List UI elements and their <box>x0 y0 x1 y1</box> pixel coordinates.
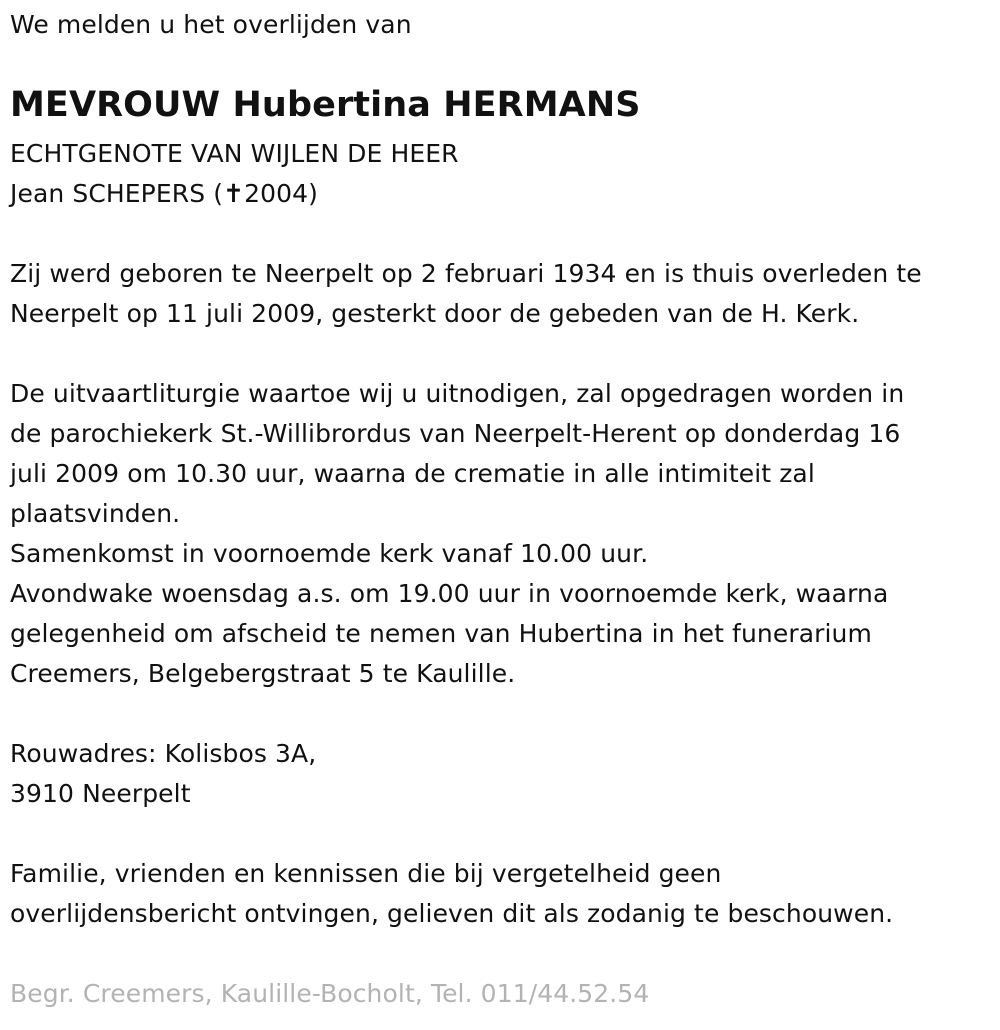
intro-text: We melden u het overlijden van <box>10 10 412 39</box>
ceremony-line: juli 2009 om 10.30 uur, waarna de crematie in alle intimiteit zal <box>10 459 815 488</box>
ceremony-line: De uitvaartliturgie waartoe wij u uitnodigen, zal opgedragen worden in <box>10 379 905 408</box>
ceremony-line: gelegenheid om afscheid te nemen van Hubertina in het funerarium <box>10 619 872 648</box>
relation-text: ECHTGENOTE VAN WIJLEN DE HEER <box>10 139 459 168</box>
ceremony-line: Samenkomst in voornoemde kerk vanaf 10.00 uur. <box>10 539 649 568</box>
deceased-name: MEVROUW Hubertina HERMANS <box>10 85 641 125</box>
ceremony-line: plaatsvinden. <box>10 499 181 528</box>
notice-line: overlijdensbericht ontvingen, gelieven dit als zodanig te beschouwen. <box>10 899 894 928</box>
ceremony-line: Creemers, Belgebergstraat 5 te Kaulille. <box>10 659 516 688</box>
spouse-text: Jean SCHEPERS (✝2004) <box>10 179 319 208</box>
address-line: 3910 Neerpelt <box>10 779 191 808</box>
birth-death-line: Neerpelt op 11 juli 2009, gesterkt door de gebeden van de H. Kerk. <box>10 299 860 328</box>
undertaker-footer: Begr. Creemers, Kaulille-Bocholt, Tel. 011/44.52.54 <box>10 979 650 1008</box>
ceremony-line: Avondwake woensdag a.s. om 19.00 uur in voornoemde kerk, waarna <box>10 579 889 608</box>
notice-line: Familie, vrienden en kennissen die bij vergetelheid geen <box>10 859 722 888</box>
address-line: Rouwadres: Kolisbos 3A, <box>10 739 317 768</box>
birth-death-line: Zij werd geboren te Neerpelt op 2 februari 1934 en is thuis overleden te <box>10 259 922 288</box>
ceremony-line: de parochiekerk St.-Willibrordus van Neerpelt-Herent op donderdag 16 <box>10 419 901 448</box>
